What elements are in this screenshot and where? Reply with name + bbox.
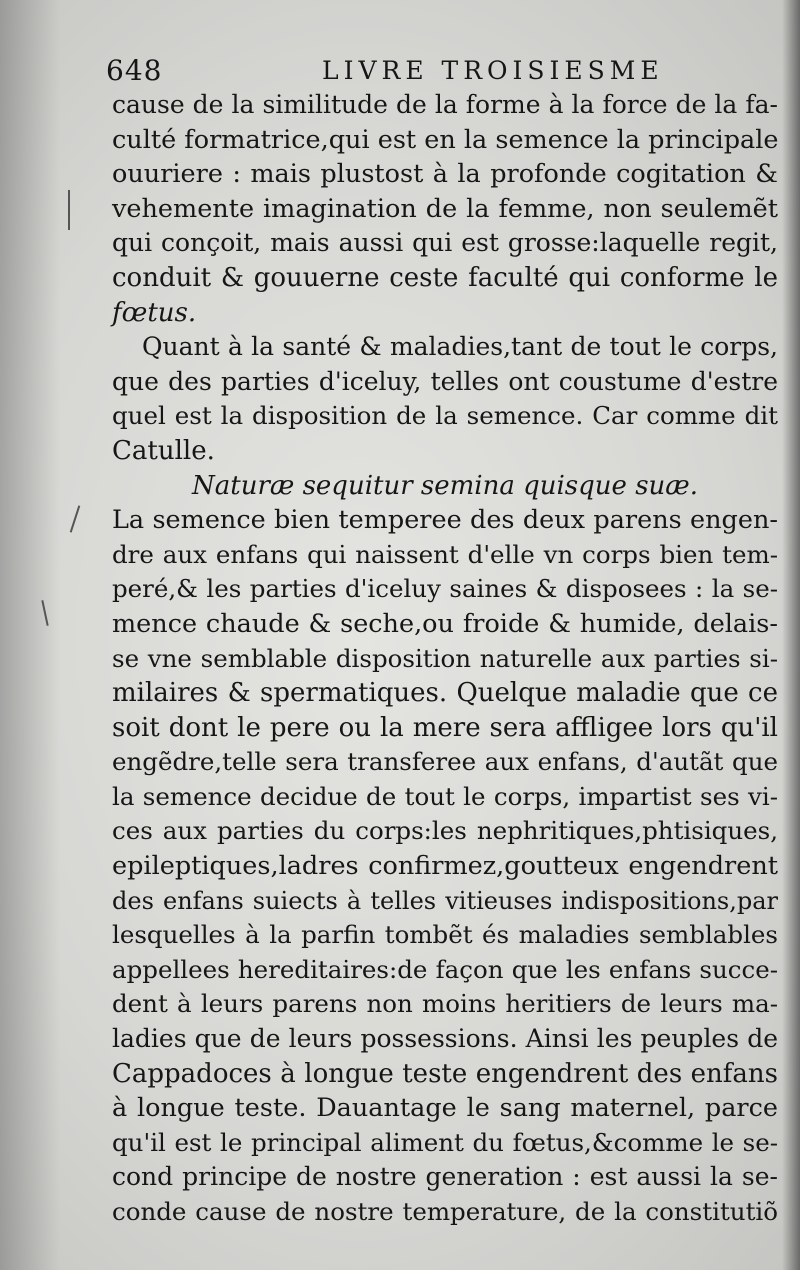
page-header bbox=[106, 54, 746, 88]
paragraph-start: La semence bien temperee des deux parens engen- bbox=[112, 505, 778, 536]
text-line: se vne semblable disposition naturelle aux parties si- bbox=[112, 643, 778, 673]
text-line: dent à leurs parens non moins heritiers de leurs ma- bbox=[112, 989, 778, 1019]
text-line: epileptiques,ladres confirmez,goutteux engendrent bbox=[112, 851, 778, 882]
text-line: cause de la similitude de la forme à la force de la fa- bbox=[112, 90, 778, 119]
text-line: appellees hereditaires:de façon que les enfans succe- bbox=[112, 954, 778, 984]
text-line: que des parties d'iceluy, telles ont coustume d'estre bbox=[112, 366, 778, 396]
text-line: conduit & gouuerne ceste faculté qui conforme le bbox=[112, 262, 778, 293]
text-line: Cappadoces à longue teste engendrent des enfans bbox=[112, 1058, 778, 1089]
text-line: Catulle. bbox=[112, 435, 215, 466]
paragraph-start: Quant à la santé & maladies,tant de tout le corps, bbox=[142, 332, 778, 362]
text-line: mence chaude & seche,ou froide & humide, delais- bbox=[112, 608, 778, 639]
text-line: lesquelles à la parfin tombẽt és maladies semblables bbox=[112, 920, 778, 950]
text-line: la semence decidue de tout le corps, impartist ses vi- bbox=[112, 781, 778, 811]
margin-mark bbox=[70, 505, 81, 532]
text-line: qu'il est le principal aliment du fœtus,&comme le se- bbox=[112, 1127, 778, 1157]
text-line: dre aux enfans qui naissent d'elle vn corps bien tem- bbox=[112, 539, 778, 569]
text-line: cond principe de nostre generation : est aussi la se- bbox=[112, 1162, 778, 1192]
gutter-shadow bbox=[0, 0, 60, 1270]
text-line: vehemente imagination de la femme, non seulemẽt bbox=[112, 193, 778, 224]
latin-quotation: Naturæ sequitur semina quisque suæ. bbox=[192, 470, 698, 501]
text-line: milaires & spermatiques. Quelque maladie que ce bbox=[112, 678, 778, 709]
text-line: qui conçoit, mais aussi qui est grosse:laquelle regit, bbox=[112, 228, 778, 258]
text-line: engẽdre,telle sera transferee aux enfans, d'autãt que bbox=[112, 747, 778, 777]
text-line: ces aux parties du corps:les nephritiques,phtisiques, bbox=[112, 816, 778, 846]
running-head: LIVRE TROISIESME bbox=[322, 56, 664, 85]
text-line: peré,& les parties d'iceluy saines & disposees : la se- bbox=[112, 574, 778, 604]
page-edge-shadow bbox=[782, 0, 800, 1270]
text-line: des enfans suiects à telles vitieuses indispositions,par bbox=[112, 886, 778, 915]
margin-mark bbox=[68, 190, 70, 230]
text-line: fœtus. bbox=[112, 297, 197, 328]
text-line: conde cause de nostre temperature, de la constitutiõ bbox=[112, 1197, 778, 1226]
text-line: quel est la disposition de la semence. Car comme dit bbox=[112, 401, 778, 431]
text-line: ouuriere : mais plustost à la profonde cogitation & bbox=[112, 159, 778, 190]
text-line: culté formatrice,qui est en la semence la principale bbox=[112, 124, 779, 155]
text-line: à longue teste. Dauantage le sang maternel, parce bbox=[112, 1093, 778, 1124]
text-line: ladies que de leurs possessions. Ainsi les peuples de bbox=[112, 1024, 778, 1054]
body-text bbox=[112, 88, 778, 1230]
page-number: 648 bbox=[106, 54, 163, 87]
text-line: soit dont le pere ou la mere sera affligee lors qu'il bbox=[112, 712, 778, 743]
